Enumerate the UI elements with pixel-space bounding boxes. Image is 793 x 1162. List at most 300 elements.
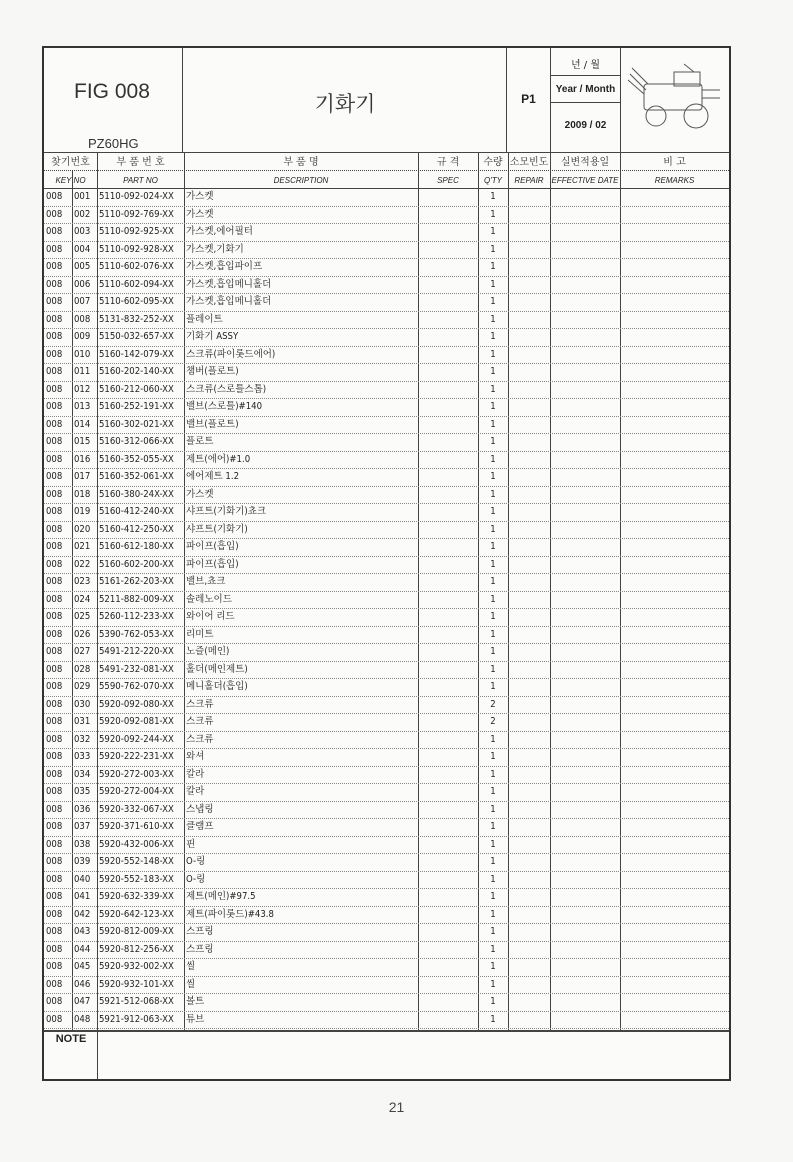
key-no-cell: 003 [74, 226, 91, 237]
table-row [44, 311, 729, 329]
key-no-cell: 011 [74, 366, 91, 377]
qty-cell: 1 [490, 191, 496, 202]
qty-cell: 1 [490, 611, 496, 622]
fig-no-cell: 008 [46, 716, 63, 727]
page-number: 21 [388, 1099, 405, 1115]
machine-thumbnail-icon [624, 54, 724, 134]
description-cell: 스크류(파이롯드에어) [186, 348, 276, 360]
key-no-cell: 027 [74, 646, 91, 657]
key-no-cell: 024 [74, 593, 91, 605]
fig-no-cell: 008 [46, 628, 63, 640]
table-row [44, 608, 729, 626]
qty-cell: 1 [490, 1013, 496, 1025]
part-no-cell: 5160-202-140-XX [99, 366, 174, 377]
description-cell: 스크류 [186, 698, 214, 710]
year-month-label-kr: 년 / 월 [570, 60, 601, 71]
part-no-cell: 5491-232-081-XX [99, 663, 174, 675]
description-cell: 가스켓 [186, 191, 214, 202]
table-row [44, 643, 729, 661]
key-no-cell: 004 [74, 243, 91, 255]
part-no-cell: 5110-092-024-XX [99, 191, 174, 202]
table-row [44, 521, 729, 539]
qty-cell: 1 [490, 296, 496, 307]
table-row [44, 783, 729, 801]
part-no-cell: 5920-272-004-XX [99, 786, 174, 797]
part-no-cell: 5110-092-925-XX [99, 226, 174, 237]
key-no-cell: 021 [74, 541, 91, 552]
description-cell: 샤프트(기화기) [186, 523, 248, 535]
key-no-cell: 032 [74, 733, 91, 745]
fig-no-cell: 008 [46, 786, 63, 797]
qty-cell: 1 [490, 943, 496, 955]
key-no-cell: 019 [74, 506, 91, 517]
year-month-label-en: Year / Month [555, 84, 616, 95]
part-no-cell: 5920-812-009-XX [99, 926, 174, 937]
table-row [44, 206, 729, 224]
description-cell: 씰 [186, 978, 196, 990]
qty-cell: 1 [490, 908, 496, 920]
fig-no-cell: 008 [46, 1013, 63, 1025]
key-no-cell: 030 [74, 698, 91, 710]
description-cell: 튜브 [186, 1013, 205, 1025]
part-no-cell: 5160-352-055-XX [99, 453, 174, 465]
fig-no-cell: 008 [46, 313, 63, 325]
col-desc-kr: 부 품 명 [283, 157, 319, 168]
table-row [44, 573, 729, 591]
fig-no-cell: 008 [46, 576, 63, 587]
description-cell: 스냅링 [186, 803, 214, 815]
description-cell: 가스켓,흡입메니홀더 [186, 278, 272, 290]
col-remarks-en: REMARKS [654, 176, 695, 185]
qty-cell: 1 [490, 751, 496, 762]
key-no-cell: 029 [74, 681, 91, 692]
qty-cell: 1 [490, 278, 496, 290]
description-cell: 가스켓,흡입메니홀더 [186, 296, 272, 307]
part-no-cell: 5160-412-250-XX [99, 523, 174, 535]
part-no-cell: 5160-252-191-XX [99, 401, 174, 412]
fig-no-cell: 008 [46, 541, 63, 552]
col-part-no-kr: 부 품 번 호 [116, 157, 165, 168]
description-cell: 기화기 ASSY [186, 331, 239, 342]
table-row [44, 451, 729, 469]
qty-cell: 1 [490, 261, 496, 272]
qty-cell: 1 [490, 978, 496, 990]
key-no-cell: 020 [74, 523, 91, 535]
table-row [44, 258, 729, 276]
part-no-cell: 5160-212-060-XX [99, 383, 174, 395]
key-no-cell: 048 [74, 1013, 91, 1025]
fig-no-cell: 008 [46, 873, 63, 885]
description-cell: 클램프 [186, 821, 214, 832]
qty-cell: 1 [490, 418, 496, 430]
table-row [44, 906, 729, 924]
fig-no-cell: 008 [46, 803, 63, 815]
fig-no-cell: 008 [46, 436, 63, 447]
qty-cell: 1 [490, 366, 496, 377]
qty-cell: 2 [490, 698, 496, 710]
table-row [44, 836, 729, 854]
fig-no-cell: 008 [46, 961, 63, 972]
table-row [44, 678, 729, 696]
description-cell: 가스켓,에어필터 [186, 226, 253, 237]
fig-no-cell: 008 [46, 208, 63, 220]
table-row [44, 976, 729, 994]
description-cell: 밸브(플로트) [186, 418, 239, 430]
description-cell: 제트(에어)#1.0 [186, 453, 251, 465]
key-no-cell: 015 [74, 436, 91, 447]
col-desc-en: DESCRIPTION [273, 176, 329, 185]
table-row [44, 503, 729, 521]
fig-no-cell: 008 [46, 978, 63, 990]
description-cell: 가스켓 [186, 208, 214, 220]
page-title: 기화기 [314, 92, 376, 116]
fig-no-cell: 008 [46, 191, 63, 202]
description-cell: O-링 [186, 873, 206, 885]
qty-cell: 1 [490, 226, 496, 237]
table-row [44, 766, 729, 784]
part-no-cell: 5110-602-076-XX [99, 261, 174, 272]
description-cell: 플레이트 [186, 313, 223, 325]
table-row [44, 748, 729, 766]
part-no-cell: 5920-332-067-XX [99, 803, 174, 815]
fig-no-cell: 008 [46, 278, 63, 290]
qty-cell: 1 [490, 436, 496, 447]
table-row [44, 468, 729, 486]
fig-no-cell: 008 [46, 401, 63, 412]
fig-no-cell: 008 [46, 646, 63, 657]
col-part-no-en: PART NO [123, 176, 158, 185]
part-no-cell: 5920-371-610-XX [99, 821, 174, 832]
description-cell: 파이프(흡입) [186, 558, 239, 570]
col-key-no-kr: 찾기번호 [51, 157, 90, 168]
key-no-cell: 017 [74, 471, 91, 482]
fig-no-cell: 008 [46, 366, 63, 377]
table-row [44, 1011, 729, 1029]
part-no-cell: 5920-642-123-XX [99, 908, 174, 920]
qty-cell: 1 [490, 576, 496, 587]
fig-no-cell: 008 [46, 611, 63, 622]
description-cell: 스크류 [186, 716, 214, 727]
fig-no-cell: 008 [46, 856, 63, 867]
part-no-cell: 5921-912-063-XX [99, 1013, 174, 1025]
key-no-cell: 047 [74, 996, 91, 1007]
key-no-cell: 023 [74, 576, 91, 587]
table-row [44, 223, 729, 241]
table-row [44, 556, 729, 574]
fig-no-cell: 008 [46, 418, 63, 430]
qty-cell: 1 [490, 208, 496, 220]
key-no-cell: 001 [74, 191, 91, 202]
description-cell: 가스켓 [186, 488, 214, 500]
fig-no-cell: 008 [46, 261, 63, 272]
table-row [44, 801, 729, 819]
description-cell: 볼트 [186, 996, 205, 1007]
description-cell: 리미트 [186, 628, 214, 640]
qty-cell: 1 [490, 523, 496, 535]
description-cell: 칼라 [186, 768, 205, 780]
fig-no-cell: 008 [46, 996, 63, 1007]
description-cell: 챔버(플로트) [186, 366, 239, 377]
key-no-cell: 026 [74, 628, 91, 640]
col-remarks-kr: 비 고 [663, 157, 686, 168]
col-effective-en: EFFECTIVE DATE [551, 176, 619, 185]
fig-no-cell: 008 [46, 768, 63, 780]
part-no-cell: 5920-552-183-XX [99, 873, 174, 885]
fig-no-cell: 008 [46, 593, 63, 605]
col-spec-kr: 규 격 [436, 157, 460, 168]
qty-cell: 1 [490, 996, 496, 1007]
key-no-cell: 028 [74, 663, 91, 675]
table-row [44, 433, 729, 451]
part-no-cell: 5920-552-148-XX [99, 856, 174, 867]
part-no-cell: 5590-762-070-XX [99, 681, 174, 692]
key-no-cell: 018 [74, 488, 91, 500]
qty-cell: 1 [490, 961, 496, 972]
description-cell: 와이어 리드 [186, 611, 235, 622]
qty-cell: 1 [490, 488, 496, 500]
part-no-cell: 5260-112-233-XX [99, 611, 174, 622]
key-no-cell: 039 [74, 856, 91, 867]
qty-cell: 1 [490, 243, 496, 255]
part-no-cell: 5390-762-053-XX [99, 628, 174, 640]
col-qty-kr: 수량 [483, 157, 503, 168]
fig-no-cell: 008 [46, 908, 63, 920]
key-no-cell: 041 [74, 891, 91, 902]
part-no-cell: 5131-832-252-XX [99, 313, 174, 325]
fig-no-cell: 008 [46, 926, 63, 937]
part-no-cell: 5160-352-061-XX [99, 471, 174, 482]
part-no-cell: 5920-092-081-XX [99, 716, 174, 727]
qty-cell: 1 [490, 803, 496, 815]
table-row [44, 731, 729, 749]
description-cell: 스프링 [186, 943, 214, 955]
fig-no-cell: 008 [46, 226, 63, 237]
fig-no-cell: 008 [46, 488, 63, 500]
table-row [44, 696, 729, 714]
table-row [44, 591, 729, 609]
part-no-cell: 5920-272-003-XX [99, 768, 174, 780]
key-no-cell: 040 [74, 873, 91, 885]
description-cell: 솔레노이드 [186, 593, 232, 605]
qty-cell: 1 [490, 331, 496, 342]
key-no-cell: 031 [74, 716, 91, 727]
qty-cell: 1 [490, 593, 496, 605]
key-no-cell: 010 [74, 348, 91, 360]
part-no-cell: 5491-212-220-XX [99, 646, 174, 657]
part-no-cell: 5150-032-657-XX [99, 331, 174, 342]
qty-cell: 1 [490, 681, 496, 692]
key-no-cell: 046 [74, 978, 91, 990]
part-no-cell: 5920-092-080-XX [99, 698, 174, 710]
qty-cell: 1 [490, 926, 496, 937]
key-no-cell: 007 [74, 296, 91, 307]
description-cell: 가스켓,기화기 [186, 243, 244, 255]
qty-cell: 1 [490, 786, 496, 797]
qty-cell: 1 [490, 541, 496, 552]
key-no-cell: 035 [74, 786, 91, 797]
fig-no-cell: 008 [46, 698, 63, 710]
fig-no-cell: 008 [46, 733, 63, 745]
part-no-cell: 5920-092-244-XX [99, 733, 174, 745]
key-no-cell: 036 [74, 803, 91, 815]
table-row [44, 993, 729, 1011]
description-cell: 제트(파이롯드)#43.8 [186, 908, 274, 920]
description-cell: 노즐(메인) [186, 646, 230, 657]
table-row [44, 293, 729, 311]
key-no-cell: 012 [74, 383, 91, 395]
key-no-cell: 034 [74, 768, 91, 780]
qty-cell: 1 [490, 558, 496, 570]
description-cell: 스크류 [186, 733, 214, 745]
table-row [44, 713, 729, 731]
key-no-cell: 044 [74, 943, 91, 955]
description-cell: 핀 [186, 838, 196, 850]
table-row [44, 241, 729, 259]
key-no-cell: 016 [74, 453, 91, 465]
fig-no-cell: 008 [46, 663, 63, 675]
table-row [44, 328, 729, 346]
part-no-cell: 5160-312-066-XX [99, 436, 174, 447]
part-no-cell: 5921-512-068-XX [99, 996, 174, 1007]
col-qty-en: Q'TY [484, 176, 502, 185]
table-row [44, 188, 729, 206]
fig-no-cell: 008 [46, 296, 63, 307]
qty-cell: 1 [490, 873, 496, 885]
description-cell: O-링 [186, 856, 206, 867]
part-no-cell: 5110-092-769-XX [99, 208, 174, 220]
qty-cell: 1 [490, 348, 496, 360]
table-row [44, 853, 729, 871]
key-no-cell: 008 [74, 313, 91, 325]
table-row [44, 416, 729, 434]
fig-no-cell: 008 [46, 471, 63, 482]
fig-no-cell: 008 [46, 891, 63, 902]
table-row [44, 346, 729, 364]
key-no-cell: 014 [74, 418, 91, 430]
part-no-cell: 5110-602-094-XX [99, 278, 174, 290]
fig-no-cell: 008 [46, 331, 63, 342]
description-cell: 샤프트(기화기)쵸크 [186, 506, 267, 517]
table-row [44, 381, 729, 399]
part-no-cell: 5920-812-256-XX [99, 943, 174, 955]
qty-cell: 1 [490, 401, 496, 412]
qty-cell: 1 [490, 821, 496, 832]
part-no-cell: 5110-602-095-XX [99, 296, 174, 307]
sheet-page: P1 [521, 92, 536, 106]
fig-no-cell: 008 [46, 558, 63, 570]
table-row [44, 818, 729, 836]
description-cell: 제트(메인)#97.5 [186, 891, 256, 902]
col-key-no-en: KEY NO [55, 176, 86, 185]
table-row [44, 923, 729, 941]
qty-cell: 1 [490, 733, 496, 745]
part-no-cell: 5920-932-002-XX [99, 961, 174, 972]
table-row [44, 538, 729, 556]
description-cell: 스크류(스로틀스톱) [186, 383, 267, 395]
part-no-cell: 5160-142-079-XX [99, 348, 174, 360]
fig-no-cell: 008 [46, 506, 63, 517]
description-cell: 가스켓,흡입파이프 [186, 261, 263, 272]
year-month-value: 2009 / 02 [564, 120, 607, 131]
fig-no-cell: 008 [46, 243, 63, 255]
fig-no-cell: 008 [46, 523, 63, 535]
fig-no-cell: 008 [46, 348, 63, 360]
part-no-cell: 5920-222-231-XX [99, 751, 174, 762]
qty-cell: 1 [490, 768, 496, 780]
description-cell: 플로트 [186, 436, 214, 447]
figure-number: FIG 008 [74, 80, 150, 103]
key-no-cell: 045 [74, 961, 91, 972]
table-row [44, 941, 729, 959]
qty-cell: 1 [490, 383, 496, 395]
note-label: NOTE [55, 1033, 87, 1045]
description-cell: 홀더(메인제트) [186, 663, 248, 675]
description-cell: 에어제트 1.2 [186, 471, 240, 482]
part-no-cell: 5160-380-24X-XX [99, 488, 174, 500]
qty-cell: 1 [490, 838, 496, 850]
key-no-cell: 005 [74, 261, 91, 272]
description-cell: 밸브,쵸크 [186, 576, 226, 587]
part-no-cell: 5211-882-009-XX [99, 593, 174, 605]
key-no-cell: 037 [74, 821, 91, 832]
description-cell: 칼라 [186, 786, 205, 797]
key-no-cell: 009 [74, 331, 91, 342]
key-no-cell: 022 [74, 558, 91, 570]
table-row [44, 363, 729, 381]
model-name: PZ60HG [88, 136, 139, 151]
qty-cell: 1 [490, 453, 496, 465]
description-cell: 메니홀더(흡입) [186, 681, 248, 692]
qty-cell: 1 [490, 471, 496, 482]
fig-no-cell: 008 [46, 751, 63, 762]
part-no-cell: 5920-432-006-XX [99, 838, 174, 850]
table-row [44, 626, 729, 644]
description-cell: 밸브(스로틀)#140 [186, 401, 263, 412]
col-repair-kr: 소모빈도 [509, 157, 549, 168]
key-no-cell: 033 [74, 751, 91, 762]
key-no-cell: 006 [74, 278, 91, 290]
key-no-cell: 042 [74, 908, 91, 920]
col-effective-kr: 실변적용일 [560, 157, 610, 168]
description-cell: 스프링 [186, 926, 214, 937]
part-no-cell: 5920-632-339-XX [99, 891, 174, 902]
fig-no-cell: 008 [46, 681, 63, 692]
qty-cell: 1 [490, 646, 496, 657]
qty-cell: 2 [490, 716, 496, 727]
qty-cell: 1 [490, 663, 496, 675]
part-no-cell: 5920-932-101-XX [99, 978, 174, 990]
part-no-cell: 5160-612-180-XX [99, 541, 174, 552]
description-cell: 와셔 [186, 751, 205, 762]
table-row [44, 958, 729, 976]
col-spec-en: SPEC [437, 176, 459, 185]
part-no-cell: 5160-412-240-XX [99, 506, 174, 517]
qty-cell: 1 [490, 313, 496, 325]
key-no-cell: 013 [74, 401, 91, 412]
qty-cell: 1 [490, 891, 496, 902]
fig-no-cell: 008 [46, 943, 63, 955]
table-row [44, 398, 729, 416]
fig-no-cell: 008 [46, 453, 63, 465]
table-row [44, 486, 729, 504]
part-no-cell: 5110-092-928-XX [99, 243, 174, 255]
part-no-cell: 5160-602-200-XX [99, 558, 174, 570]
qty-cell: 1 [490, 506, 496, 517]
fig-no-cell: 008 [46, 821, 63, 832]
table-row [44, 871, 729, 889]
table-row [44, 888, 729, 906]
key-no-cell: 038 [74, 838, 91, 850]
